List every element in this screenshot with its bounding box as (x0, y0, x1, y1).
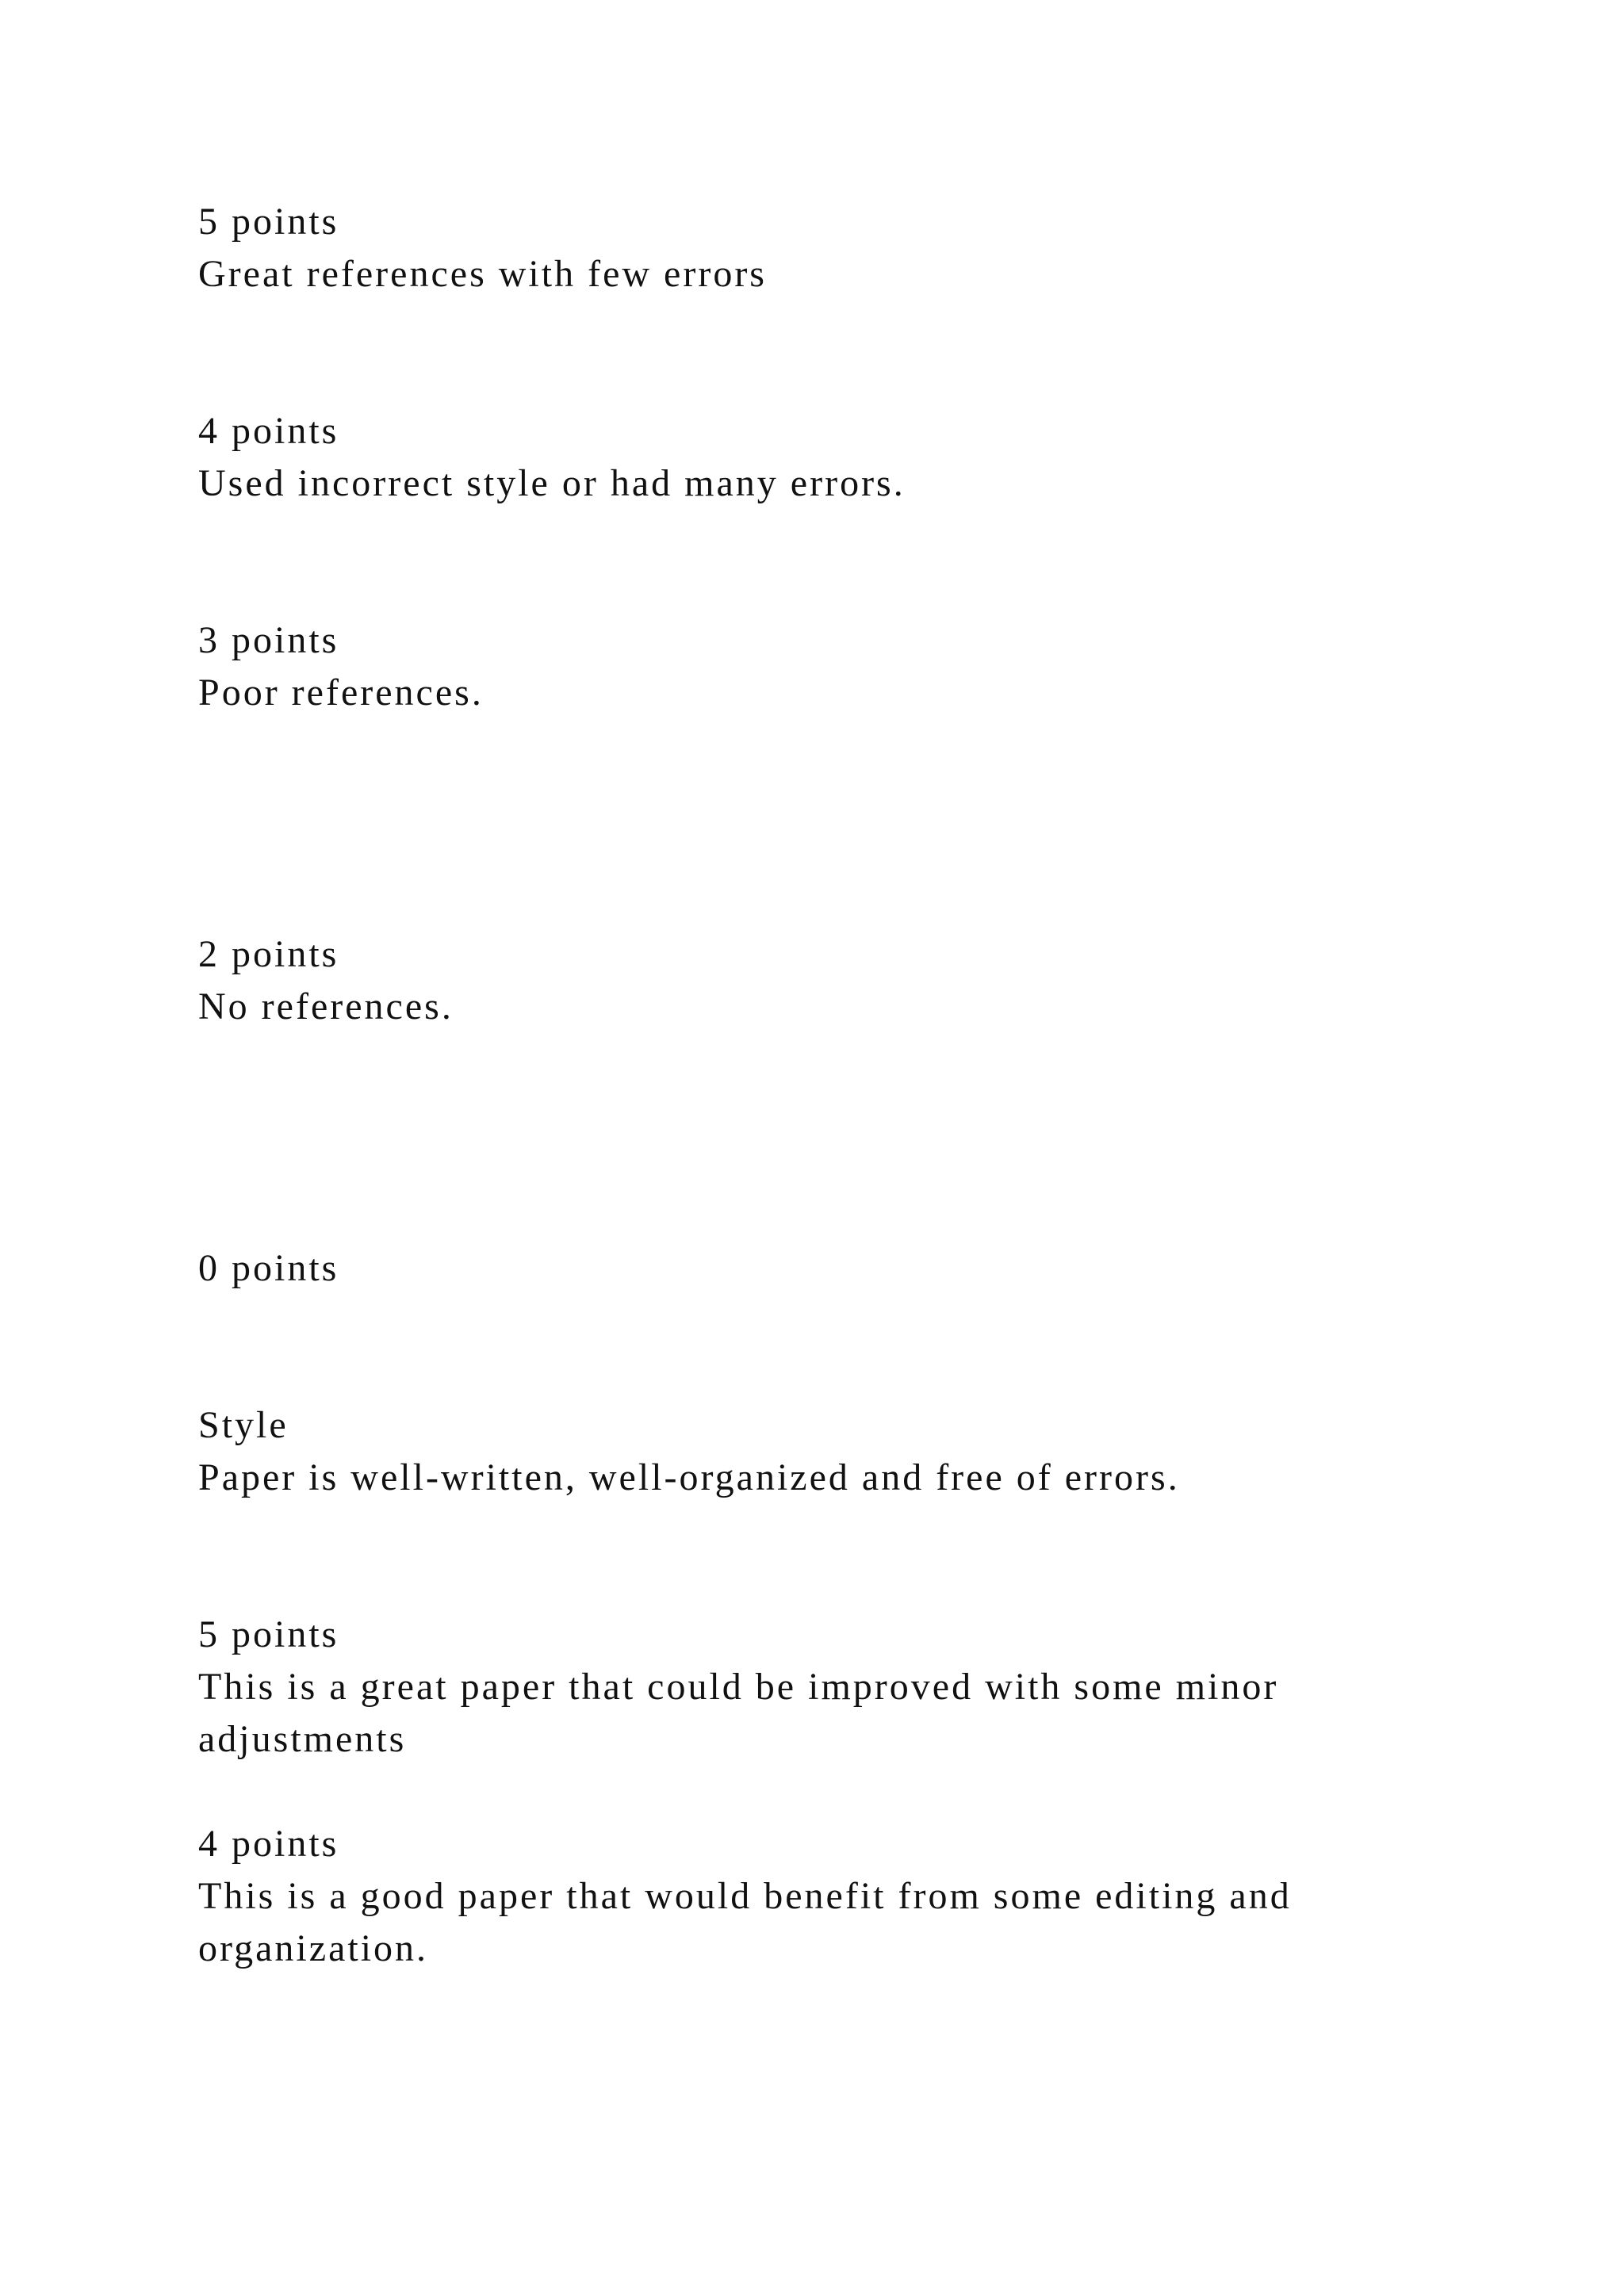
rubric-points-5: 5 points (198, 201, 339, 243)
rubric-description-line-2: adjustments (198, 1718, 407, 1760)
rubric-description: Great references with few errors (198, 253, 767, 295)
section-heading-style: Style (198, 1404, 289, 1446)
section-description: Paper is well-written, well-organized and free of errors. (198, 1456, 1180, 1498)
rubric-points-2: 2 points (198, 933, 339, 975)
rubric-points-4: 4 points (198, 410, 339, 452)
rubric-points-5: 5 points (198, 1613, 339, 1655)
rubric-points-3: 3 points (198, 619, 339, 661)
rubric-description: Poor references. (198, 672, 484, 714)
rubric-description: No references. (198, 985, 454, 1027)
rubric-points-4: 4 points (198, 1823, 339, 1865)
rubric-points-0: 0 points (198, 1247, 339, 1289)
rubric-description-line-2: organization. (198, 1927, 429, 1969)
rubric-description-line-1: This is a great paper that could be improved with some minor (198, 1666, 1279, 1708)
rubric-description: Used incorrect style or had many errors. (198, 462, 906, 504)
rubric-description-line-1: This is a good paper that would benefit from some editing and (198, 1875, 1292, 1917)
